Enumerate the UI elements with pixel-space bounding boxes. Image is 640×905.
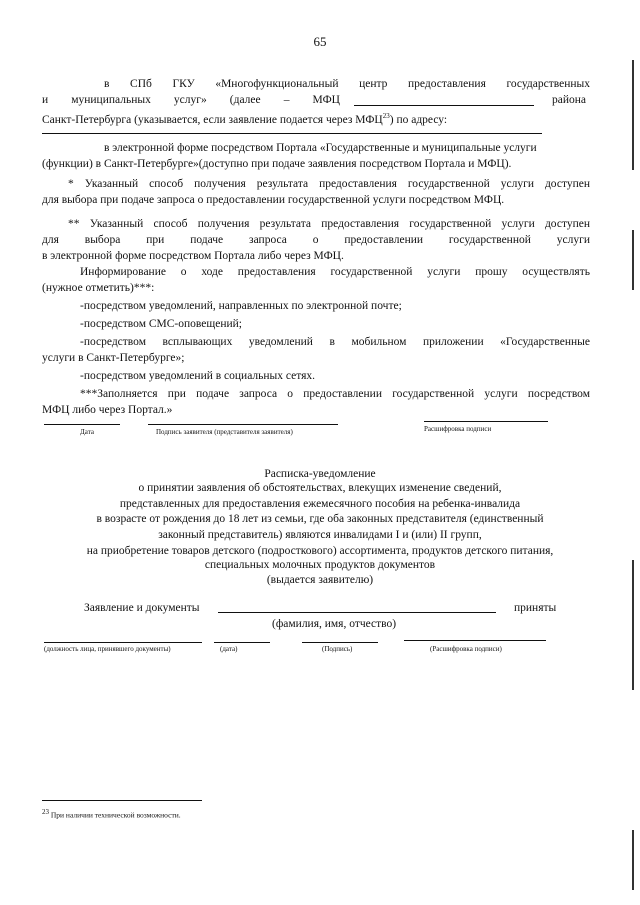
receipt-line5: на приобретение товаров детского (подросткового) ассортимента, продуктов детского питания, — [86, 545, 554, 557]
address-blank — [42, 133, 542, 134]
receipt-line1: о принятии заявления об обстоятельствах, влекущих изменение сведений, — [138, 482, 502, 494]
accepted-label: Заявление и документы — [84, 602, 200, 614]
inform-option-app-line2: услуги в Санкт-Петербурге»; — [42, 352, 185, 364]
para1-line3: Санкт-Петербурга (указывается, если заявление подается через МФЦ$^{23}$) по адресу: — [42, 112, 448, 126]
note2-line2: для выбора при подаче запроса о предоставлении государственной услуги — [42, 234, 590, 246]
para1-line1: в СПб ГКУ «Многофункциональный центр предоставления государственных — [104, 78, 590, 90]
para2-line1: в электронной форме посредством Портала «Государственные и муниципальные услуги — [104, 142, 537, 154]
note1-line1: * Указанный способ получения результата предоставления государственной услуги доступен — [68, 178, 590, 190]
footnote-rule — [42, 800, 202, 801]
sig2-decode-caption: (Расшифровка подписи) — [430, 645, 502, 653]
sig2-signature-caption: (Подпись) — [322, 645, 353, 653]
accepted-suffix: приняты — [514, 602, 557, 614]
receipt-line6: специальных молочных продуктов документов — [204, 559, 436, 571]
note2-line1: ** Указанный способ получения результата предоставления государственной услуги доступен — [68, 218, 590, 230]
decode-line — [424, 421, 548, 422]
scan-edge-mark — [632, 560, 634, 690]
sig1-signature-caption: Подпись заявителя (представителя заявителя) — [156, 428, 293, 436]
receipt-title: Расписка-уведомление — [264, 468, 376, 480]
sig1-decode-caption: Расшифровка подписи — [424, 425, 492, 433]
footnote: $^{23}$ При наличии технической возможности. — [42, 808, 181, 820]
signature2-line — [302, 642, 378, 643]
inform-line2: (нужное отметить)***: — [42, 282, 155, 294]
fio-line — [218, 612, 496, 613]
receipt-line3: в возрасте от рождения до 18 лет из семьи, где оба законных представителя (единственный — [96, 513, 544, 525]
district-blank — [354, 105, 534, 106]
position-line — [44, 642, 202, 643]
inform-line1: Информирование о ходе предоставления государственной услуги прошу осуществлять — [80, 266, 590, 278]
para2-line2: (функции) в Санкт-Петербурге»(доступно при подаче заявления посредством Портала и МФЦ). — [42, 158, 512, 170]
sig2-position-caption: (должность лица, принявшего документы) — [44, 645, 171, 653]
page-number: 65 — [313, 34, 327, 49]
receipt-line2: представленных для предоставления ежемесячного пособия на ребенка-инвалида — [119, 498, 521, 510]
receipt-line4: законный представитель) являются инвалидами I и (или) II групп, — [158, 529, 482, 541]
date-line — [44, 424, 120, 425]
signature-line — [148, 424, 338, 425]
inform-option-social: -посредством уведомлений в социальных сетях. — [80, 370, 316, 382]
decode2-line — [404, 640, 546, 641]
inform-option-app-line1: -посредством всплывающих уведомлений в мобильном приложении «Государственные — [80, 336, 590, 348]
note2-line3: в электронной форме посредством Портала либо через МФЦ. — [42, 250, 344, 262]
note3-line2: МФЦ либо через Портал.» — [42, 404, 173, 416]
para1-line2b: района — [552, 94, 587, 106]
scan-edge-mark — [632, 830, 634, 890]
note3-line1: ***Заполняется при подаче запроса о предоставлении государственной услуги посредством — [80, 388, 590, 400]
sig2-date-caption: (дата) — [220, 645, 238, 653]
scan-edge-mark — [632, 230, 634, 290]
note1-line2: для выбора при подаче запроса о предоставлении государственной услуги посредством МФЦ. — [42, 194, 505, 206]
para1-line2a: и муниципальных услуг» (далее – МФЦ — [42, 94, 340, 106]
inform-option-email: -посредством уведомлений, направленных по электронной почте; — [80, 300, 402, 312]
scan-edge-mark — [632, 60, 634, 170]
fio-caption: (фамилия, имя, отчество) — [272, 618, 397, 630]
date2-line — [214, 642, 270, 643]
inform-option-sms: -посредством СМС-оповещений; — [80, 318, 242, 330]
sig1-date-caption: Дата — [80, 428, 94, 436]
receipt-line7: (выдается заявителю) — [266, 574, 374, 586]
